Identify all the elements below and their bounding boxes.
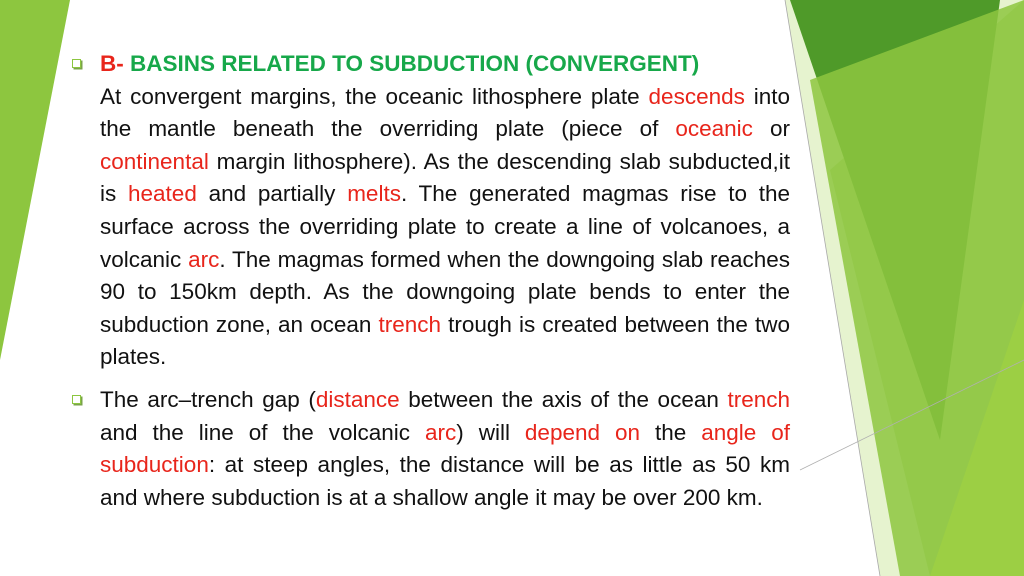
section-prefix: B- bbox=[100, 51, 124, 76]
text-segment: . The generated magmas rise to the surface across the overriding plate to create a line of volcanoes, a volcanic bbox=[100, 181, 791, 272]
bullet-item-basins bbox=[72, 48, 790, 374]
text-segment: ) will bbox=[456, 419, 525, 445]
highlighted-term: descends bbox=[648, 83, 745, 109]
hollow-square-bullet-icon bbox=[72, 395, 81, 404]
highlighted-term: angle of subduction bbox=[100, 419, 791, 478]
hollow-square-bullet-icon bbox=[72, 59, 81, 68]
text-segment: margin lithosphere). As the descending slab subducted,it is bbox=[100, 148, 790, 207]
left-green-band bbox=[0, 0, 70, 360]
highlighted-term: arc bbox=[188, 246, 220, 272]
text-segment: between the axis of the ocean bbox=[399, 386, 728, 412]
bullet-1-text bbox=[100, 51, 790, 369]
text-segment: and partially bbox=[196, 181, 348, 207]
highlighted-term: continental bbox=[100, 148, 209, 174]
highlighted-term: heated bbox=[128, 181, 197, 207]
text-segment: or bbox=[752, 116, 790, 142]
text-segment: : at steep angles, the distance will be as little as 50 km and where subduction is at a shallow angle it may be over 200 km. bbox=[100, 452, 790, 510]
text-segment: and the line of the volcanic bbox=[100, 419, 425, 445]
highlighted-term: melts bbox=[347, 181, 401, 207]
text-segment: The arc–trench gap ( bbox=[100, 386, 316, 412]
bullet-item-arc-trench-gap bbox=[72, 384, 790, 514]
highlighted-term: arc bbox=[424, 419, 457, 445]
bullet-2-text bbox=[100, 387, 790, 510]
highlighted-term: trench bbox=[378, 311, 442, 337]
text-segment: the bbox=[640, 419, 702, 445]
highlighted-term: oceanic bbox=[675, 116, 753, 142]
text-segment: into the mantle beneath the overriding plate (piece of bbox=[100, 83, 791, 142]
highlighted-term: distance bbox=[315, 386, 400, 412]
text-segment: . The magmas formed when the downgoing slab reaches 90 to 150km depth. As the downgoing plate bends to enter the subduction zone, an ocean bbox=[100, 246, 790, 337]
highlighted-term: trench bbox=[727, 386, 790, 412]
text-segment: At convergent margins, the oceanic lithosphere plate bbox=[100, 83, 649, 109]
section-heading: BASINS RELATED TO SUBDUCTION (CONVERGENT) bbox=[130, 51, 700, 76]
highlighted-term: depend on bbox=[524, 419, 640, 445]
bullet-1-body bbox=[100, 84, 790, 370]
slide-text-body bbox=[72, 48, 790, 514]
text-segment: trough is created between the two plates. bbox=[100, 311, 790, 370]
